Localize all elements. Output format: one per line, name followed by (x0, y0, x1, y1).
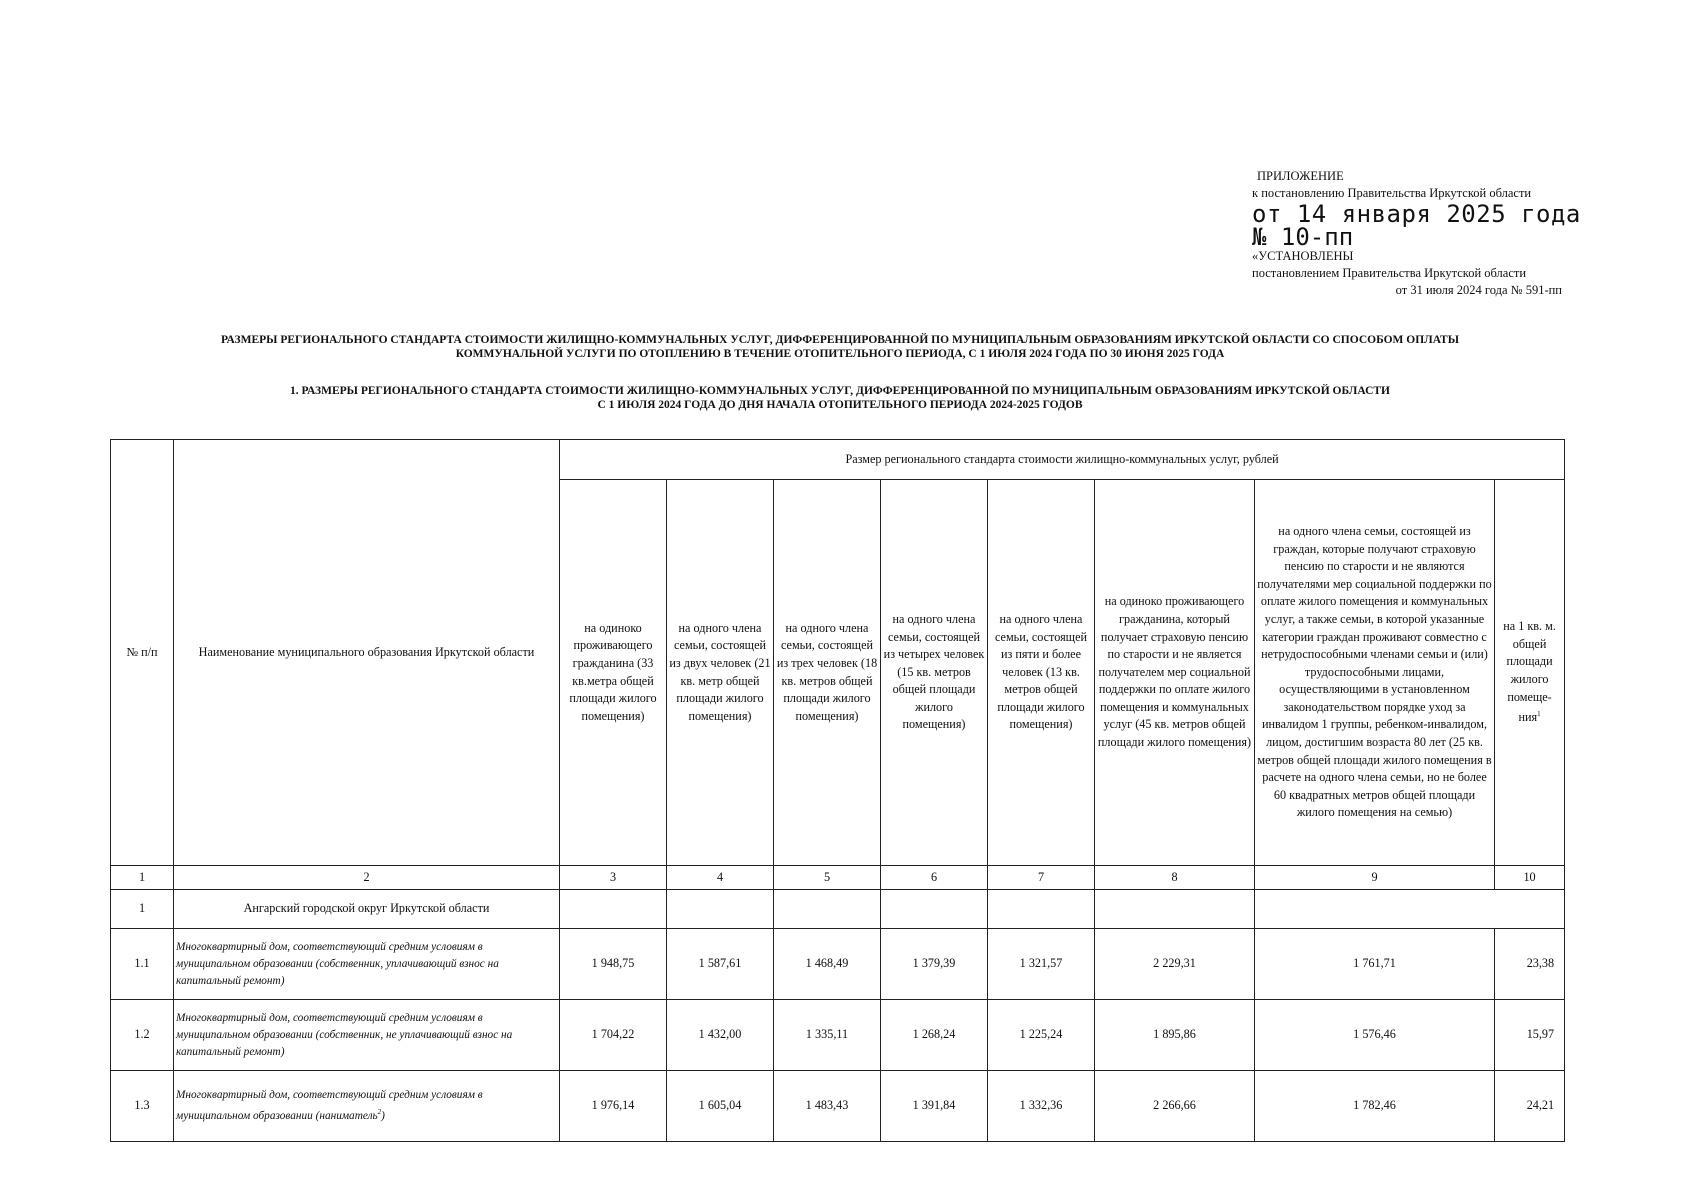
value-cell: 1 483,43 (774, 1071, 881, 1142)
col-header-7: на одного члена семьи, состоящей из пяти и более человек (13 кв. метров общей площади жилого помещения) (988, 480, 1095, 866)
table-header-row (111, 440, 1565, 480)
appendix-label: ПРИЛОЖЕНИЕ (1257, 169, 1344, 183)
col-number: 2 (174, 866, 560, 890)
table-row (111, 1000, 1565, 1071)
row-no: 1.3 (111, 1071, 174, 1142)
col-number: 9 (1255, 866, 1495, 890)
value-cell: 1 335,11 (774, 1000, 881, 1071)
col-header-8: на одиноко проживающего гражданина, который получает страховую пенсию по старости и не является получателем мер социальной поддержки по оплате жилого помещения и коммунальных услуг (45 кв. метров общей площади жилого помещения) (1095, 480, 1255, 866)
row-name: Многоквартирный дом, соответствующий средним условиям в муниципальном образовании (собственник, уплачивающий взнос на капитальный ремонт) (174, 929, 560, 1000)
footnote-1-marker: 1 (1537, 710, 1541, 719)
col-header-5: на одного члена семьи, состоящей из трех человек (18 кв. метров общей площади жилого помещения) (774, 480, 881, 866)
established-date: от 31 июля 2024 года № 591-пп (1395, 283, 1562, 297)
col-number: 8 (1095, 866, 1255, 890)
col-number: 4 (667, 866, 774, 890)
col-header-6: на одного члена семьи, состоящей из четырех человек (15 кв. метров общей площади жилого помещения) (881, 480, 988, 866)
empty-cell (988, 890, 1095, 929)
section-title-line-1: 1. РАЗМЕРЫ РЕГИОНАЛЬНОГО СТАНДАРТА СТОИМОСТИ ЖИЛИЩНО-КОММУНАЛЬНЫХ УСЛУГ, ДИФФЕРЕНЦИРОВАННОЙ ПО МУНИЦИПАЛЬНЫМ ОБРАЗОВАНИЯМ ИРКУТСКОЙ ОБЛАСТИ (289, 385, 1391, 397)
value-cell: 23,38 (1495, 929, 1565, 1000)
col-number: 10 (1495, 866, 1565, 890)
empty-cell (1255, 890, 1565, 929)
col-header-no: № п/п (111, 440, 174, 866)
col-header-9: на одного члена семьи, состоящей из граждан, которые получают страховую пенсию по старости и не являются получателями мер социальной поддержки по оплате жилого помещения и коммунальных услуг, а также семьи, в которой указанные категории граждан проживают совместно с нетрудоспособными членами семьи и (или) трудоспособными лицами, осуществляющими в установленном законодательством порядке уход за инвалидом 1 группы, ребенком-инвалидом, лицом, достигшим возраста 80 лет (25 кв. метров общей площади жилого помещения в расчете на одного члена семьи, но не более 60 квадратных метров общей площади жилого помещения на семью) (1255, 480, 1495, 866)
col-number: 7 (988, 866, 1095, 890)
standard-cost-table (110, 439, 1565, 1142)
row-name-tail: ) (381, 1109, 385, 1122)
row-no: 1.1 (111, 929, 174, 1000)
resolution-reference: к постановлению Правительства Иркутской области (1252, 186, 1532, 200)
row-name-cell (174, 1071, 560, 1142)
empty-cell (667, 890, 774, 929)
column-number-row (111, 866, 1565, 890)
col-header-3: на одиноко проживающего гражданина (33 кв.метра общей площади жилого помещения) (560, 480, 667, 866)
empty-cell (560, 890, 667, 929)
value-cell: 1 948,75 (560, 929, 667, 1000)
section-title (120, 384, 1560, 412)
col-number: 6 (881, 866, 988, 890)
col-number: 5 (774, 866, 881, 890)
established-label: «УСТАНОВЛЕНЫ (1252, 249, 1354, 263)
value-cell: 2 266,66 (1095, 1071, 1255, 1142)
value-cell: 24,21 (1495, 1071, 1565, 1142)
main-title (120, 333, 1560, 361)
value-cell: 1 268,24 (881, 1000, 988, 1071)
value-cell: 1 391,84 (881, 1071, 988, 1142)
value-cell: 1 379,39 (881, 929, 988, 1000)
value-cell: 1 761,71 (1255, 929, 1495, 1000)
table-row (111, 1071, 1565, 1142)
value-cell: 15,97 (1495, 1000, 1565, 1071)
value-cell: 1 605,04 (667, 1071, 774, 1142)
empty-cell (881, 890, 988, 929)
value-cell: 1 332,36 (988, 1071, 1095, 1142)
row-name: Многоквартирный дом, соответствующий средним условиям в муниципальном образовании (наниматель (176, 1089, 483, 1122)
document-header (1252, 168, 1582, 299)
resolution-date: от 14 января 2025 года (1252, 200, 1581, 228)
group-header: Размер регионального стандарта стоимости жилищно-коммунальных услуг, рублей (560, 440, 1565, 480)
value-cell: 1 895,86 (1095, 1000, 1255, 1071)
row-name: Многоквартирный дом, соответствующий средним условиям в муниципальном образовании (собственник, не уплачивающий взнос на капитальный ремонт) (174, 1000, 560, 1071)
value-cell: 1 576,46 (1255, 1000, 1495, 1071)
col-header-4: на одного члена семьи, состоящей из двух человек (21 кв. метр общей площади жилого помещения) (667, 480, 774, 866)
row-no: 1.2 (111, 1000, 174, 1071)
col-number: 1 (111, 866, 174, 890)
municipality-name: Ангарский городской округ Иркутской области (174, 890, 560, 929)
value-cell: 1 468,49 (774, 929, 881, 1000)
value-cell: 1 225,24 (988, 1000, 1095, 1071)
value-cell: 1 976,14 (560, 1071, 667, 1142)
main-title-line-1: РАЗМЕРЫ РЕГИОНАЛЬНОГО СТАНДАРТА СТОИМОСТИ ЖИЛИЩНО-КОММУНАЛЬНЫХ УСЛУГ, ДИФФЕРЕНЦИРОВАННОЙ ПО МУНИЦИПАЛЬНЫМ ОБРАЗОВАНИЯМ ИРКУТСКОЙ ОБЛАСТИ СО СПОСОБОМ ОПЛАТЫ (220, 334, 1460, 346)
col-header-10-text: на 1 кв. м. общей площади жилого помеще-ния (1503, 619, 1556, 725)
table-row (111, 929, 1565, 1000)
empty-cell (774, 890, 881, 929)
empty-cell (1095, 890, 1255, 929)
footnote-2-marker: 2 (377, 1108, 382, 1117)
col-header-10 (1495, 480, 1565, 866)
section-title-line-2: С 1 ИЮЛЯ 2024 ГОДА ДО ДНЯ НАЧАЛА ОТОПИТЕЛЬНОГО ПЕРИОДА 2024-2025 ГОДОВ (597, 399, 1083, 411)
value-cell: 1 587,61 (667, 929, 774, 1000)
resolution-number: № 10-пп (1252, 223, 1354, 251)
municipality-row (111, 890, 1565, 929)
value-cell: 1 782,46 (1255, 1071, 1495, 1142)
value-cell: 1 704,22 (560, 1000, 667, 1071)
main-title-line-2: КОММУНАЛЬНОЙ УСЛУГИ ПО ОТОПЛЕНИЮ В ТЕЧЕНИЕ ОТОПИТЕЛЬНОГО ПЕРИОДА, С 1 ИЮЛЯ 2024 ГОДА ПО 30 ИЮНЯ 2025 ГОДА (455, 348, 1225, 360)
municipality-no: 1 (111, 890, 174, 929)
established-by: постановлением Правительства Иркутской области (1252, 266, 1527, 280)
value-cell: 1 432,00 (667, 1000, 774, 1071)
col-number: 3 (560, 866, 667, 890)
col-header-name: Наименование муниципального образования Иркутской области (174, 440, 560, 866)
value-cell: 2 229,31 (1095, 929, 1255, 1000)
value-cell: 1 321,57 (988, 929, 1095, 1000)
